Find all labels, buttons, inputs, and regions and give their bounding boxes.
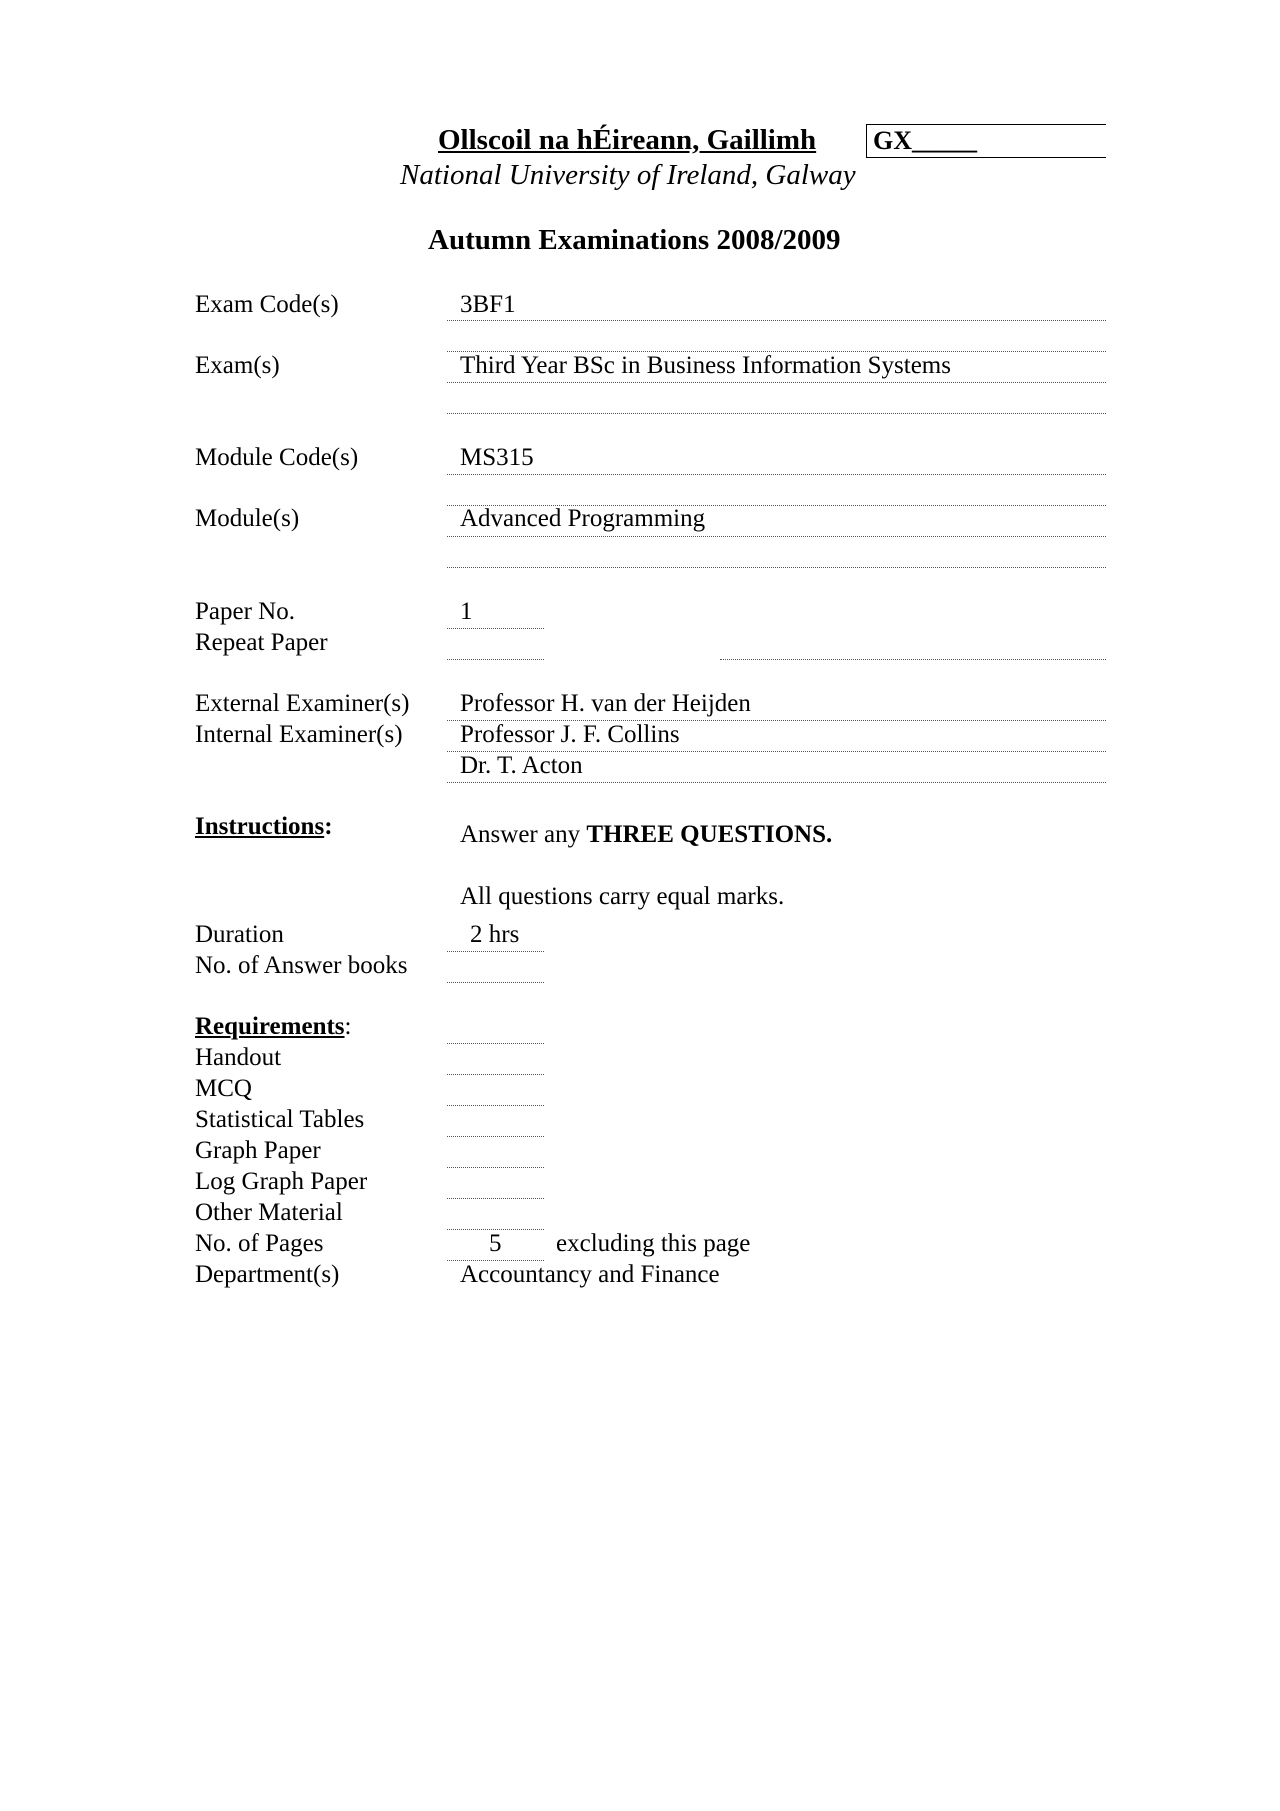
departments-label: Department(s) (195, 1261, 340, 1288)
mcq-label: MCQ (195, 1075, 252, 1102)
duration-label: Duration (195, 921, 284, 948)
instruction-line-1-bold: THREE QUESTIONS. (586, 821, 833, 848)
departments-value: Accountancy and Finance (460, 1261, 720, 1288)
paper-no-line (447, 628, 544, 629)
instructions-label: Instructions (195, 813, 325, 840)
no-of-pages-label: No. of Pages (195, 1230, 324, 1257)
requirements-line (447, 1043, 544, 1044)
statistical-tables-label: Statistical Tables (195, 1106, 365, 1133)
repeat-paper-line-right (720, 659, 1106, 660)
duration-line (447, 951, 544, 952)
exam-codes-line (447, 320, 1106, 321)
modules-label: Module(s) (195, 505, 300, 532)
requirements-label: Requirements (195, 1013, 345, 1040)
mcq-line (447, 1105, 544, 1106)
internal-examiner-2: Dr. T. Acton (460, 752, 583, 779)
instructions-colon: : (324, 813, 333, 840)
module-codes-value: MS315 (460, 444, 534, 471)
handout-line (447, 1074, 544, 1075)
internal-examiners-label: Internal Examiner(s) (195, 721, 403, 748)
modules-value: Advanced Programming (460, 505, 706, 532)
gx-code-box (866, 124, 1106, 158)
exam-codes-value: 3BF1 (460, 291, 516, 318)
gx-code-label: GX_____ (873, 126, 977, 155)
log-graph-paper-line (447, 1198, 544, 1199)
requirements-heading (195, 1013, 351, 1041)
internal-examiner-1: Professor J. F. Collins (460, 721, 680, 748)
paper-no-value: 1 (460, 598, 473, 625)
other-material-label: Other Material (195, 1199, 343, 1226)
exams-line-2 (447, 413, 1106, 414)
university-english-title: National University of Ireland, Galway (400, 159, 856, 191)
modules-line-2 (447, 567, 1106, 568)
module-codes-label: Module Code(s) (195, 444, 359, 471)
instruction-line-1-prefix: Answer any (460, 821, 587, 848)
statistical-tables-line (447, 1136, 544, 1137)
log-graph-paper-label: Log Graph Paper (195, 1168, 368, 1195)
university-irish-title: Ollscoil na hÉireann, Gaillimh (438, 124, 817, 156)
no-of-pages-value: 5 (489, 1230, 502, 1257)
requirements-colon: : (344, 1013, 352, 1040)
graph-paper-line (447, 1167, 544, 1168)
external-examiners-label: External Examiner(s) (195, 690, 410, 717)
exam-session-title: Autumn Examinations 2008/2009 (428, 224, 841, 256)
instructions-heading (195, 813, 333, 841)
exams-line (447, 382, 1106, 383)
exams-value: Third Year BSc in Business Information Systems (460, 352, 951, 379)
modules-line (447, 536, 1106, 537)
duration-value: 2 hrs (470, 921, 520, 948)
graph-paper-label: Graph Paper (195, 1137, 321, 1164)
internal-examiner-2-line (447, 782, 1106, 783)
instruction-line-1 (460, 821, 832, 849)
paper-no-label: Paper No. (195, 598, 295, 625)
repeat-paper-label: Repeat Paper (195, 629, 328, 656)
answer-books-label: No. of Answer books (195, 952, 408, 979)
module-codes-line (447, 474, 1106, 475)
repeat-paper-line (447, 659, 544, 660)
handout-label: Handout (195, 1044, 282, 1071)
external-examiner-1: Professor H. van der Heijden (460, 690, 751, 717)
no-of-pages-note: excluding this page (556, 1230, 751, 1257)
answer-books-line (447, 982, 544, 983)
instruction-line-2: All questions carry equal marks. (460, 883, 785, 910)
exam-codes-label: Exam Code(s) (195, 291, 339, 318)
exams-label: Exam(s) (195, 352, 280, 379)
